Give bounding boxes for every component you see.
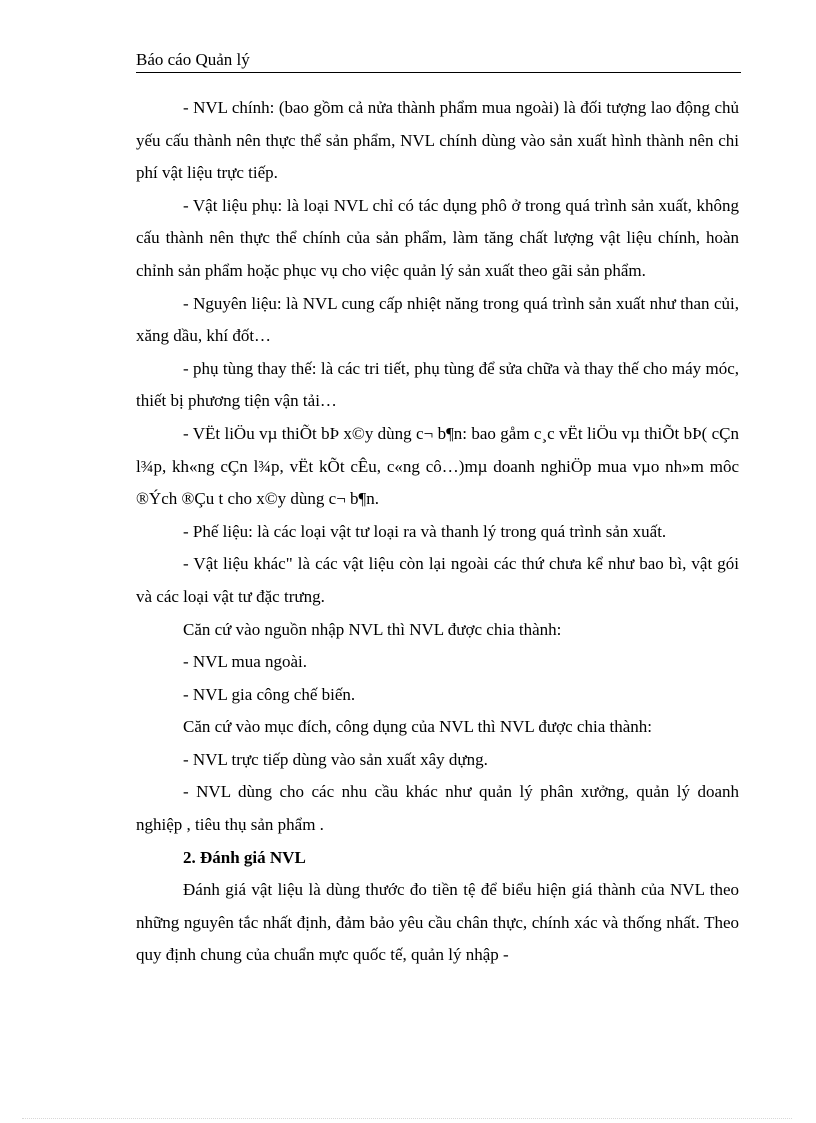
paragraph-can-cu-nguon-nhap: Căn cứ vào nguồn nhập NVL thì NVL được chia thành: <box>183 619 562 639</box>
paragraph-nvl-truc-tiep: - NVL trực tiếp dùng vào sản xuất xây dựng. <box>183 749 488 769</box>
header-title: Báo cáo Quản lý <box>136 50 250 69</box>
paragraph-nvl-nhu-cau-khac: - NVL dùng cho các nhu cầu khác như quản lý phân xưởng, quản lý doanh nghiệp , tiêu thụ sản phẩm . <box>136 782 739 835</box>
paragraph-nvl-mua-ngoai: - NVL mua ngoài. <box>183 652 308 672</box>
paragraph-nguyen-lieu: - Nguyên liệu: là NVL cung cấp nhiệt năng trong quá trình sản xuất như than củi, xăng dầu, khí đốt… <box>136 293 739 346</box>
paragraph-nvl-gia-cong: - NVL gia công chế biến. <box>183 684 356 704</box>
paragraph-vat-lieu-xdcb: - VËt liÖu vµ thiÕt bÞ x©y dùng c¬ b¶n: bao gåm c¸c vËt liÖu vµ thiÕt bÞ( cÇn l¾p, kh«ng cÇn l¾p, vËt kÕt cÊu, c«ng cô…)mµ doanh nghiÖp mua vµo nh»m môc ®Ých ®Çu t cho x©y dùng c¬ b¶n. <box>136 423 739 509</box>
paragraph-can-cu-muc-dich: Căn cứ vào mục đích, công dụng của NVL thì NVL được chia thành: <box>183 717 652 737</box>
paragraph-vat-lieu-phu: - Vật liệu phụ: là loại NVL chỉ có tác dụng phô ở trong quá trình sản xuất, không cấu thành nên thực thể chính của sản phẩm, làm tăng chất lượng vật liệu chính, hoàn chỉnh sản phẩm hoặc phục vụ cho việc quản lý sản xuất theo gãi sản phẩm. <box>136 195 739 280</box>
paragraph-danh-gia: Đánh giá vật liệu là dùng thước đo tiền tệ để biểu hiện giá thành của NVL theo những nguyên tắc nhất định, đảm bảo yêu cầu chân thực, chính xác và thống nhất. Theo quy định chung của chuẩn mực quốc tế, quản lý nhập - <box>136 880 739 965</box>
section-heading-danh-gia-nvl: 2. Đánh giá NVL <box>183 847 306 867</box>
paragraph-phe-lieu: - Phế liệu: là các loại vật tư loại ra và thanh lý trong quá trình sản xuất. <box>183 521 667 541</box>
paragraph-vat-lieu-khac: - Vật liệu khác" là các vật liệu còn lại ngoài các thứ chưa kể như bao bì, vật gói và các loại vật tư đặc trưng. <box>136 554 739 606</box>
paragraph-phu-tung: - phụ tùng thay thế: là các tri tiết, phụ tùng để sửa chữa và thay thế cho máy móc, thiết bị phương tiện vận tải… <box>136 358 739 411</box>
page-bottom-divider <box>22 1118 792 1119</box>
paragraph-nvl-chinh: - NVL chính: (bao gồm cả nửa thành phẩm mua ngoài) là đối tượng lao động chủ yếu cấu thành nên thực thể sản phẩm, NVL chính dùng vào sản xuất hình thành nên chi phí vật liệu trực tiếp. <box>136 98 739 183</box>
document-body <box>136 92 739 972</box>
page-header <box>136 50 741 73</box>
